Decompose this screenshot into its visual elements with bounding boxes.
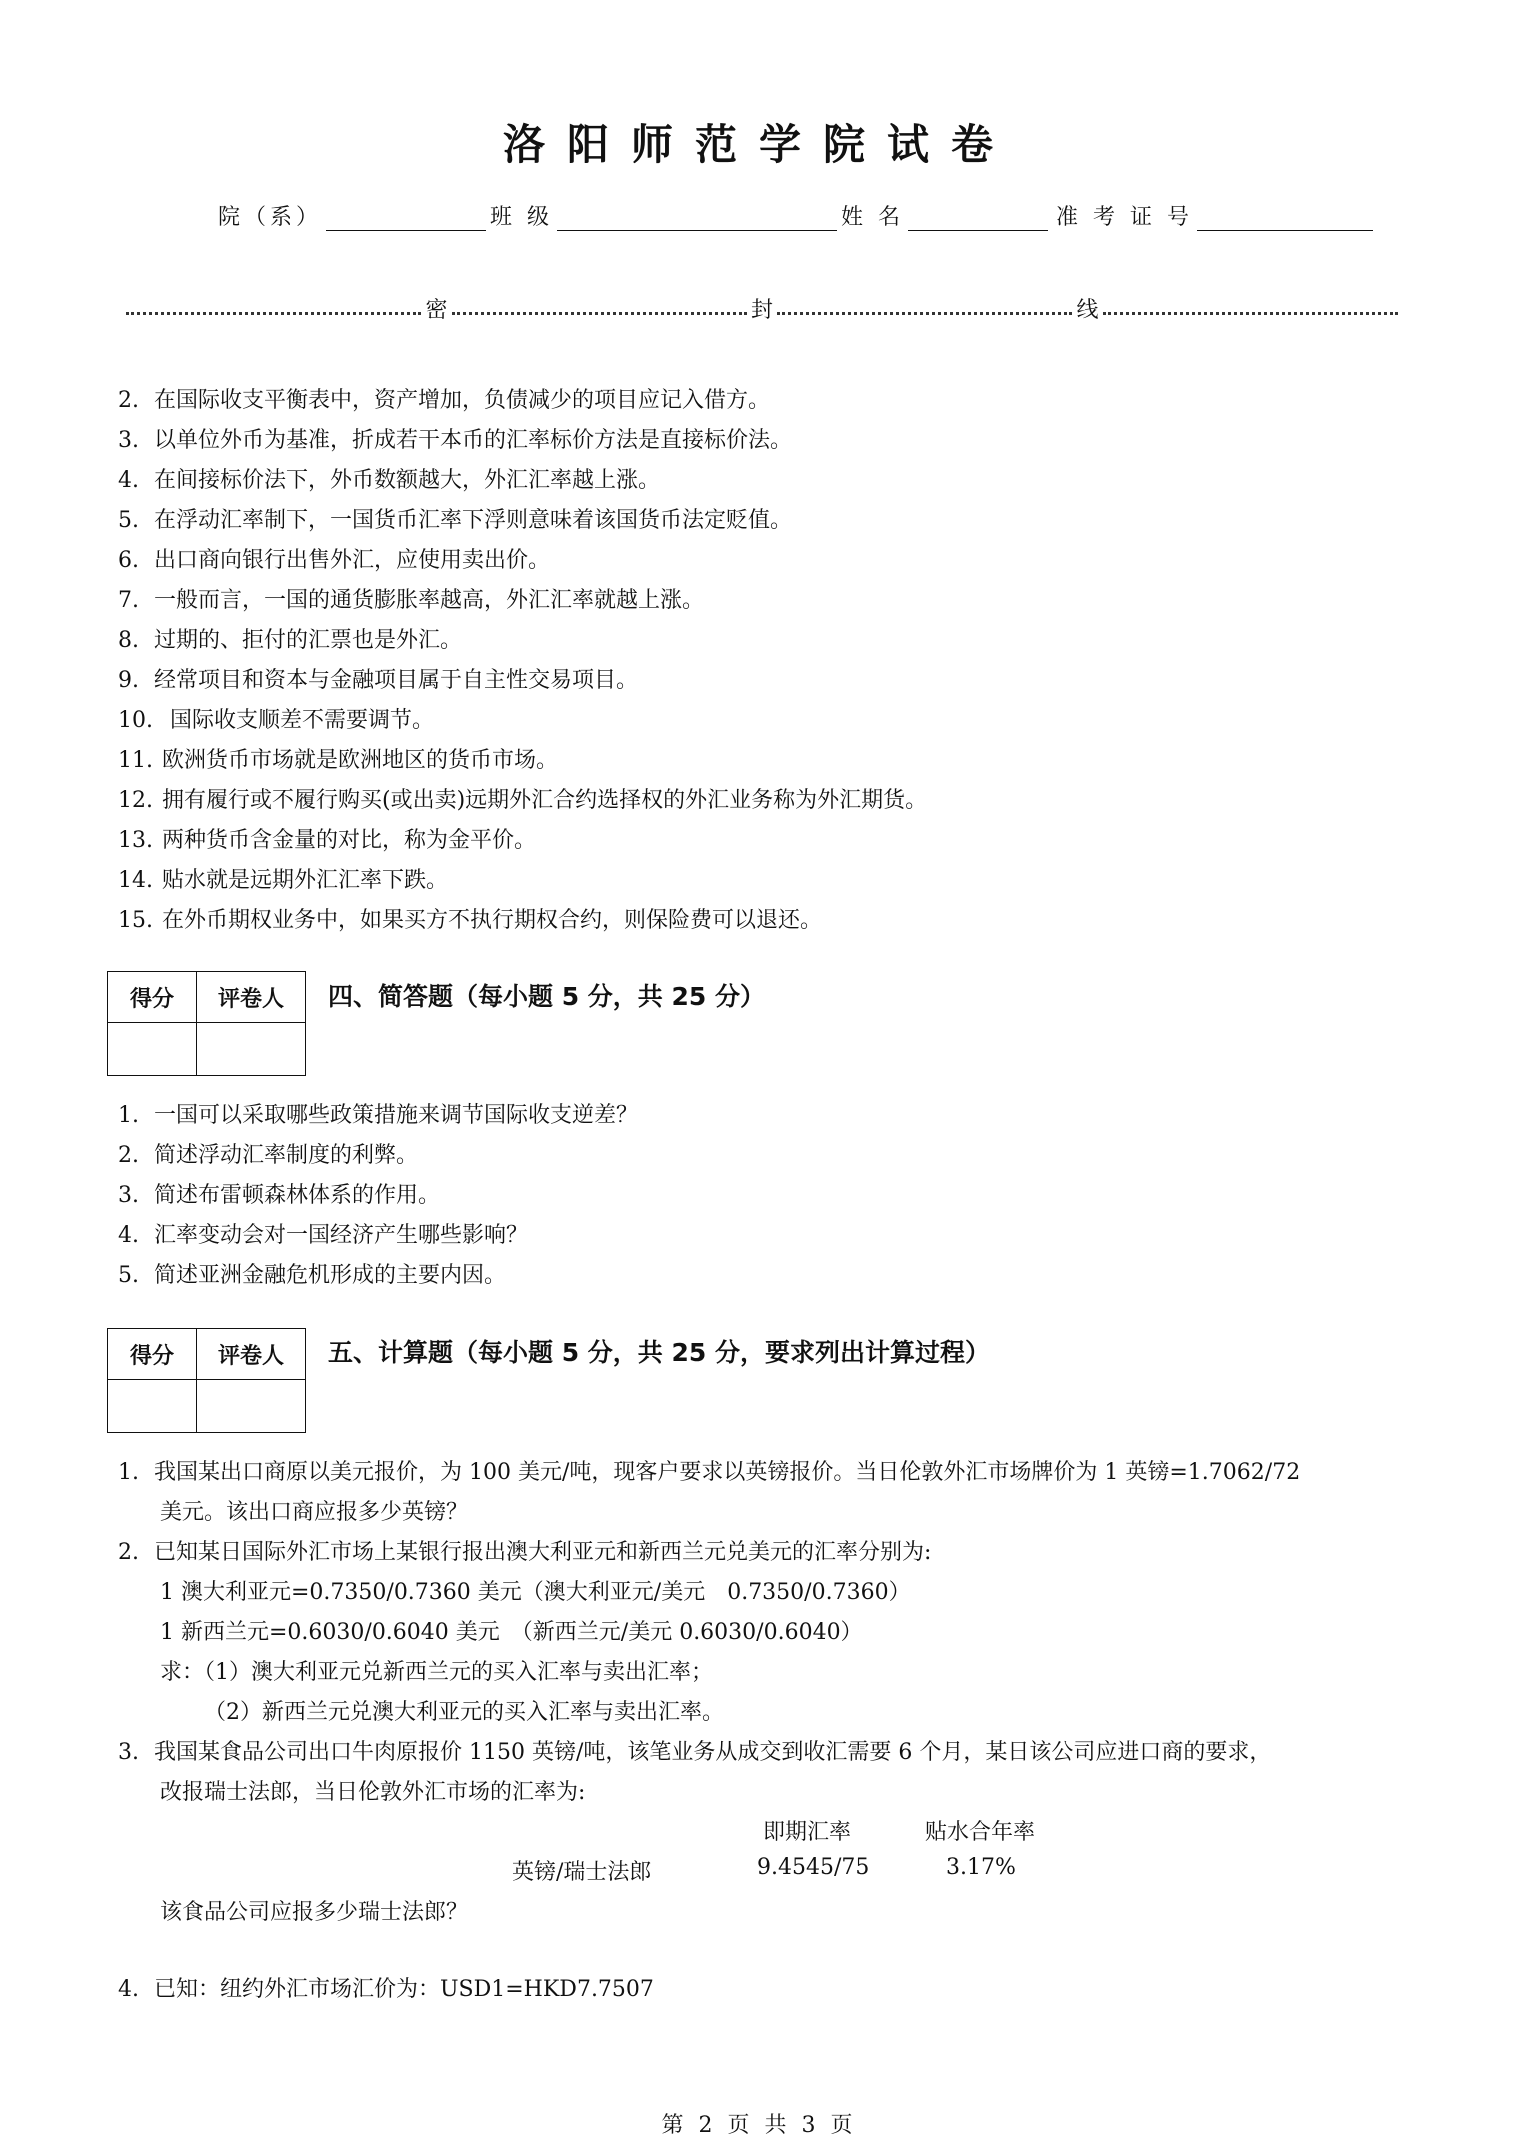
question-item: 3. 简述布雷顿森林体系的作用。 (118, 1183, 441, 1208)
exam-id-blank[interactable] (1197, 204, 1373, 231)
question-item: 4. 汇率变动会对一国经济产生哪些影响？ (118, 1223, 529, 1248)
department-label: 院（系） (218, 205, 323, 230)
question-continuation: （2）新西兰元兑澳大利亚元的买入汇率与卖出汇率。 (204, 1700, 724, 1725)
spot-rate-value: 9.4545/75 (757, 1855, 870, 1880)
page-number: 第 2 页 共 3 页 (661, 2113, 857, 2138)
score-label: 得分 (108, 972, 197, 1023)
dotted-segment (777, 302, 1072, 315)
question-continuation: 1 新西兰元=0.6030/0.6040 美元 （新西兰元/美元 0.6030/0.6040） (160, 1620, 863, 1645)
question-continuation: 求：（1）澳大利亚元兑新西兰元的买入汇率与卖出汇率； (160, 1660, 713, 1685)
question-item: 4. 已知：纽约外汇市场汇价为：USD1=HKD7.7507 (118, 1977, 654, 2002)
spot-rate-header: 即期汇率 (763, 1820, 852, 1845)
question-item: 2. 已知某日国际外汇市场上某银行报出澳大利亚元和新西兰元兑美元的汇率分别为: (118, 1540, 932, 1565)
question-item: 3. 我国某食品公司出口牛肉原报价 1150 英镑/吨，该笔业务从成交到收汇需要 6 个月，某日该公司应进口商的要求， (118, 1740, 1272, 1765)
question-item: 10. 国际收支顺差不需要调节。 (118, 708, 435, 733)
seal-line (122, 293, 1402, 324)
dotted-segment (1103, 302, 1398, 315)
seal-char: 密 (425, 298, 448, 323)
seal-char: 线 (1076, 298, 1099, 323)
score-cell[interactable] (108, 1023, 197, 1076)
question-item: 4. 在间接标价法下，外币数额越大，外汇汇率越上涨。 (118, 468, 661, 493)
question-item: 2. 简述浮动汇率制度的利弊。 (118, 1143, 419, 1168)
dotted-segment (452, 302, 747, 315)
score-box (107, 1328, 306, 1433)
question-item: 9. 经常项目和资本与金融项目属于自主性交易项目。 (118, 668, 639, 693)
score-cell[interactable] (108, 1380, 197, 1433)
section-title: 四、简答题（每小题 5 分，共 25 分） (328, 982, 766, 1011)
class-blank[interactable] (557, 204, 837, 231)
question-continuation: 美元。该出口商应报多少英镑？ (160, 1500, 469, 1525)
seal-char: 封 (750, 298, 773, 323)
question-continuation: 改报瑞士法郎，当日伦敦外汇市场的汇率为: (160, 1780, 586, 1805)
question-item: 1. 一国可以采取哪些政策措施来调节国际收支逆差？ (118, 1103, 639, 1128)
department-blank[interactable] (326, 204, 486, 231)
question-item: 15. 在外币期权业务中，如果买方不执行期权合约，则保险费可以退还。 (118, 908, 823, 933)
grader-cell[interactable] (197, 1380, 306, 1433)
dotted-segment (126, 302, 421, 315)
question-item: 2. 在国际收支平衡表中，资产增加，负债减少的项目应记入借方。 (118, 388, 771, 413)
question-item: 5. 在浮动汇率制下，一国货币汇率下浮则意味着该国货币法定贬值。 (118, 508, 793, 533)
currency-pair: 英镑/瑞士法郎 (512, 1860, 652, 1885)
score-label: 得分 (108, 1329, 197, 1380)
question-item: 14. 贴水就是远期外汇汇率下跌。 (118, 868, 449, 893)
grader-cell[interactable] (197, 1023, 306, 1076)
grader-label: 评卷人 (197, 972, 306, 1023)
question-item: 6. 出口商向银行出售外汇，应使用卖出价。 (118, 548, 551, 573)
grader-label: 评卷人 (197, 1329, 306, 1380)
question-item: 13. 两种货币含金量的对比，称为金平价。 (118, 828, 537, 853)
question-item: 11. 欧洲货币市场就是欧洲地区的货币市场。 (118, 748, 559, 773)
question-continuation: 1 澳大利亚元=0.7350/0.7360 美元（澳大利亚元/美元 0.7350/0.7360） (160, 1580, 911, 1605)
name-blank[interactable] (908, 204, 1048, 231)
question-item: 8. 过期的、拒付的汇票也是外汇。 (118, 628, 463, 653)
exam-title: 洛阳师范学院试卷 (502, 120, 1015, 169)
class-label: 班 级 (490, 205, 554, 230)
question-item: 7. 一般而言，一国的通货膨胀率越高，外汇汇率就越上涨。 (118, 588, 705, 613)
question-item: 5. 简述亚洲金融危机形成的主要内因。 (118, 1263, 507, 1288)
score-box (107, 971, 306, 1076)
question-item: 12. 拥有履行或不履行购买(或出卖)远期外汇合约选择权的外汇业务称为外汇期货。 (118, 788, 928, 813)
question-continuation: 该食品公司应报多少瑞士法郎？ (160, 1900, 469, 1925)
exam-id-label: 准 考 证 号 (1056, 205, 1193, 230)
discount-rate-header: 贴水合年率 (925, 1820, 1036, 1845)
student-info-row (218, 200, 1377, 231)
name-label: 姓 名 (841, 205, 905, 230)
discount-rate-value: 3.17% (946, 1855, 1016, 1880)
question-item: 1. 我国某出口商原以美元报价，为 100 美元/吨，现客户要求以英镑报价。当日伦敦外汇市场牌价为 1 英镑=1.7062/72 (118, 1460, 1301, 1485)
question-item: 3. 以单位外币为基准，折成若干本币的汇率标价方法是直接标价法。 (118, 428, 793, 453)
section-title: 五、计算题（每小题 5 分，共 25 分，要求列出计算过程） (328, 1338, 991, 1367)
